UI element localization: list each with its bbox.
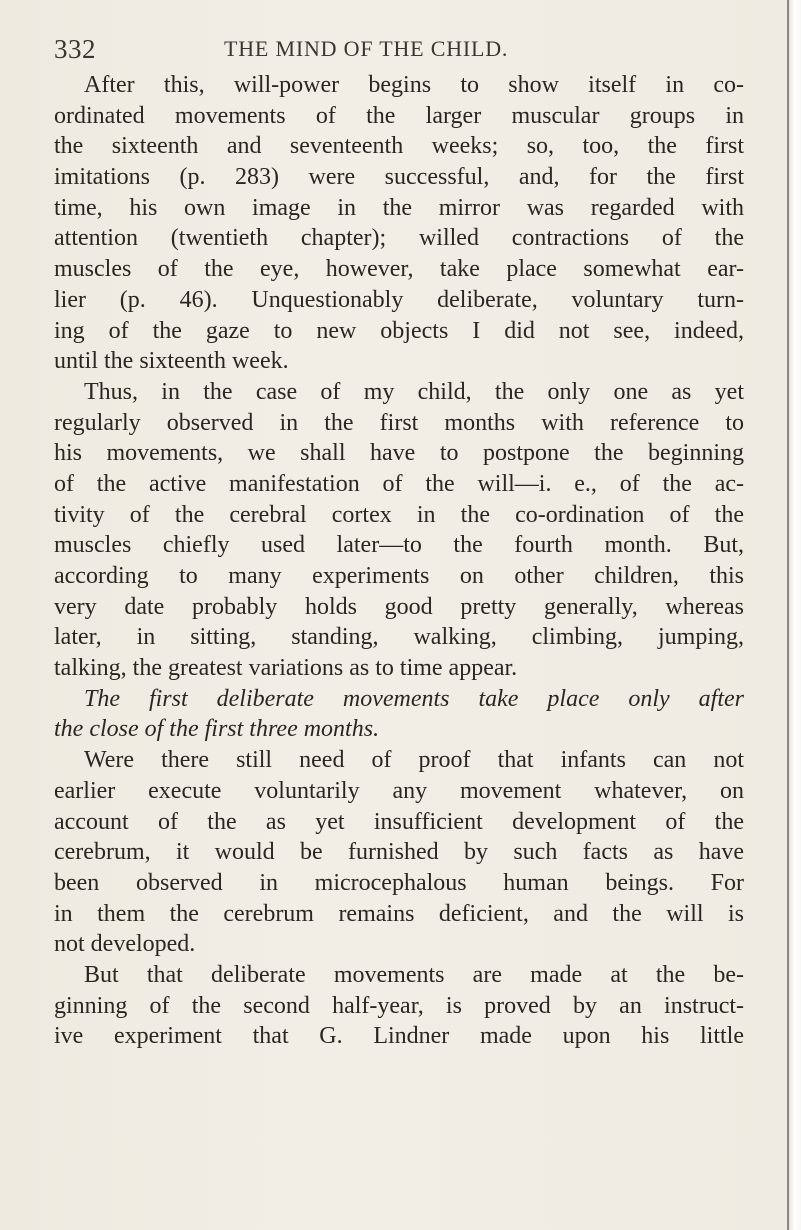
- text-line: account of the as yet insufficient development of the: [54, 808, 744, 835]
- text-line: very date probably holds good pretty generally, whereas: [54, 593, 744, 620]
- text-line: muscles chiefly used later—to the fourth month. But,: [54, 532, 744, 559]
- text-line: ginning of the second half-year, is proved by an instruct-: [54, 992, 744, 1019]
- running-head: [54, 34, 744, 64]
- text-line: ing of the gaze to new objects I did not see, indeed,: [54, 317, 744, 344]
- page-number: 332: [54, 34, 96, 64]
- text-line: earlier execute voluntarily any movement whatever, on: [54, 777, 744, 804]
- text-line: tivity of the cerebral cortex in the co-ordination of the: [54, 501, 744, 528]
- text-line: until the sixteenth week.: [54, 348, 289, 375]
- text-line: later, in sitting, standing, walking, climbing, jumping,: [54, 624, 744, 651]
- text-line: the sixteenth and seventeenth weeks; so, too, the first: [54, 133, 744, 160]
- body-text: [54, 70, 744, 1052]
- running-title: THE MIND OF THE CHILD.: [224, 36, 509, 61]
- text-line: regularly observed in the first months with reference to: [54, 409, 744, 436]
- text-line: of the active manifestation of the will—i. e., of the ac-: [54, 470, 744, 497]
- text-line: But that deliberate movements are made at the be-: [84, 961, 744, 988]
- text-line: talking, the greatest variations as to time appear.: [54, 655, 518, 682]
- text-line: his movements, we shall have to postpone the beginning: [54, 440, 744, 467]
- text-line: ordinated movements of the larger muscular groups in: [54, 102, 744, 129]
- text-line: time, his own image in the mirror was regarded with: [54, 194, 744, 221]
- text-line: cerebrum, it would be furnished by such facts as have: [54, 839, 744, 866]
- text-line: in them the cerebrum remains deficient, and the will is: [54, 900, 744, 927]
- text-line: attention (twentieth chapter); willed contractions of the: [54, 225, 744, 252]
- text-line: After this, will-power begins to show itself in co-: [84, 72, 744, 98]
- italic-text-line: The first deliberate movements take place only after: [84, 685, 744, 712]
- text-line: lier (p. 46). Unquestionably deliberate, voluntary turn-: [54, 286, 744, 313]
- text-line: been observed in microcephalous human beings. For: [54, 869, 744, 896]
- italic-text-line: the close of the first three months.: [54, 716, 380, 743]
- text-line: Were there still need of proof that infants can not: [84, 747, 744, 774]
- page-edge: [787, 0, 801, 1230]
- text-line: Thus, in the case of my child, the only one as yet: [84, 378, 744, 405]
- text-line: according to many experiments on other children, this: [54, 563, 744, 589]
- text-line: muscles of the eye, however, take place somewhat ear-: [54, 256, 744, 283]
- text-line: ive experiment that G. Lindner made upon his little: [54, 1023, 744, 1050]
- text-line: not developed.: [54, 931, 196, 958]
- text-line: imitations (p. 283) were successful, and, for the first: [54, 164, 744, 191]
